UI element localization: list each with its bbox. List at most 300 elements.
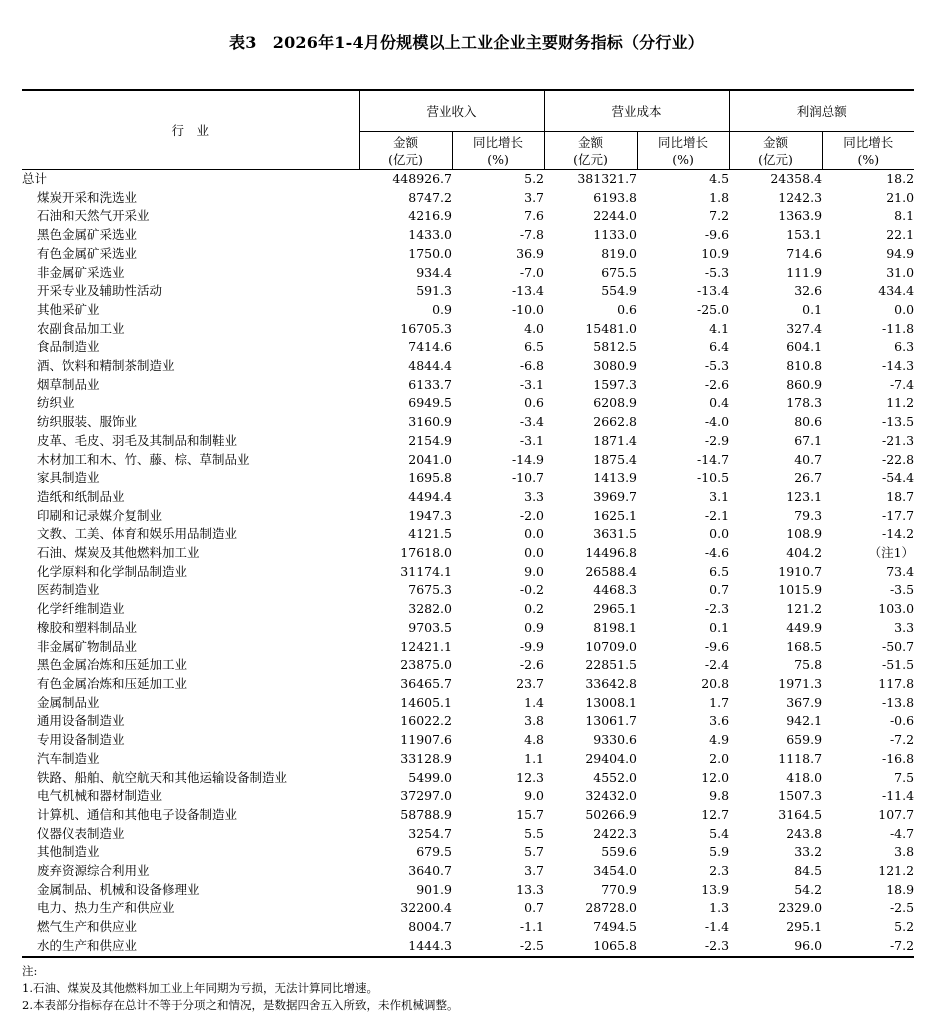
revenue-amount-cell: 14605.1 — [400, 694, 452, 710]
profit-growth-cell: 5.2 — [894, 919, 915, 935]
profit-amount-cell: 1015.9 — [778, 582, 823, 598]
profit-growth-cell: -17.7 — [881, 507, 915, 523]
revenue-amount-cell: 6949.5 — [408, 395, 452, 411]
profit-amount-cell: 80.6 — [794, 414, 823, 430]
cost-amount-cell: 33642.8 — [585, 675, 638, 691]
profit-growth-cell: 103.0 — [878, 601, 915, 617]
profit-amount-cell: 67.1 — [794, 432, 823, 448]
profit-growth-cell: -7.2 — [889, 732, 915, 748]
cost-amount-cell: 14496.8 — [585, 545, 638, 561]
revenue-growth-cell: -10.0 — [511, 301, 545, 317]
profit-growth-cell: 117.8 — [878, 675, 915, 691]
revenue-growth-cell: -2.6 — [519, 657, 545, 673]
cost-amount-cell: 819.0 — [601, 245, 638, 261]
table-row — [22, 862, 914, 881]
industry-name: 石油、煤炭及其他燃料加工业 — [37, 545, 200, 561]
table-row — [22, 245, 914, 264]
industry-name: 铁路、船舶、航空航天和其他运输设备制造业 — [37, 769, 288, 785]
cost-growth-cell: -10.5 — [696, 470, 730, 486]
profit-amount-cell: 26.7 — [794, 470, 823, 486]
industry-name: 化学原料和化学制品制造业 — [37, 563, 188, 579]
revenue-amount-cell: 3640.7 — [408, 863, 452, 879]
revenue-amount-cell: 7414.6 — [408, 339, 452, 355]
cost-growth-cell: -4.0 — [704, 414, 730, 430]
industry-name: 有色金属冶炼和压延加工业 — [37, 675, 188, 691]
table-row — [22, 507, 914, 526]
profit-amount-cell: 84.5 — [794, 863, 823, 879]
table-row — [22, 488, 914, 507]
cost-growth-cell: 6.5 — [709, 563, 730, 579]
industry-name: 纺织服装、服饰业 — [37, 414, 138, 430]
cost-growth-cell: 20.8 — [701, 675, 730, 691]
cost-growth-cell: 6.4 — [709, 339, 730, 355]
revenue-amount-cell: 448926.7 — [392, 171, 452, 186]
cost-header: 营业成本 — [544, 90, 729, 132]
notes-label: 注: — [22, 964, 38, 978]
revenue-growth-cell: -14.9 — [511, 451, 545, 467]
industry-name: 化学纤维制造业 — [37, 601, 125, 617]
industry-name: 纺织业 — [37, 395, 75, 411]
profit-growth-cell: -3.5 — [889, 582, 915, 598]
table-row — [22, 656, 914, 675]
cost-amount-cell: 3969.7 — [593, 488, 638, 504]
profit-amount-cell: 108.9 — [786, 526, 823, 542]
revenue-growth-cell: 0.2 — [524, 601, 545, 617]
industry-header: 行 业 — [22, 90, 359, 170]
cost-growth-cell: 5.9 — [709, 844, 730, 860]
profit-growth-cell: 18.9 — [886, 881, 915, 897]
cost-amount-cell: 3454.0 — [593, 863, 638, 879]
profit-growth-header: 同比增长 (%) — [822, 132, 914, 170]
revenue-amount-cell: 16022.2 — [400, 713, 452, 729]
industry-name: 农副食品加工业 — [37, 320, 125, 336]
revenue-amount-cell: 1947.3 — [408, 507, 452, 523]
cost-amount-cell: 2244.0 — [593, 208, 638, 224]
cost-amount-cell: 4552.0 — [593, 769, 638, 785]
cost-amount-cell: 26588.4 — [585, 563, 638, 579]
profit-amount-cell: 418.0 — [786, 769, 823, 785]
table-row — [22, 413, 914, 432]
table-row — [22, 469, 914, 488]
cost-amount-cell: 2965.1 — [593, 601, 638, 617]
revenue-growth-cell: -3.4 — [519, 414, 545, 430]
profit-growth-cell: 31.0 — [886, 264, 915, 280]
industry-name: 非金属矿采选业 — [37, 264, 125, 280]
cost-growth-cell: -5.3 — [704, 358, 730, 374]
cost-growth-cell: 10.9 — [701, 245, 730, 261]
industry-name: 橡胶和塑料制品业 — [37, 619, 138, 635]
revenue-amount-cell: 2154.9 — [408, 432, 452, 448]
profit-amount-cell: 178.3 — [786, 395, 823, 411]
table-row — [22, 170, 914, 189]
profit-growth-cell: 8.1 — [894, 208, 915, 224]
profit-amount-cell: 942.1 — [786, 713, 823, 729]
revenue-growth-cell: 3.7 — [524, 863, 545, 879]
revenue-growth-cell: 6.5 — [524, 339, 545, 355]
industry-name: 烟草制品业 — [37, 376, 100, 392]
table-row — [22, 226, 914, 245]
profit-amount-cell: 659.9 — [786, 732, 823, 748]
industry-name: 金属制品、机械和设备修理业 — [37, 881, 200, 897]
cost-growth-cell: 2.0 — [709, 750, 730, 766]
profit-amount-cell: 111.9 — [786, 264, 823, 280]
note-2: 2.本表部分指标存在总计不等于分项之和情况，是数据四舍五入所致，未作机械调整。 — [22, 998, 459, 1012]
profit-amount-cell: 1971.3 — [778, 675, 823, 691]
profit-header: 利润总额 — [729, 90, 914, 132]
cost-amount-cell: 1065.8 — [544, 937, 637, 957]
profit-amount-cell: 860.9 — [786, 376, 823, 392]
table-row — [22, 189, 914, 208]
profit-growth-cell: -16.8 — [881, 750, 915, 766]
cost-growth-cell: -2.9 — [704, 432, 730, 448]
cost-growth-cell: 5.4 — [709, 825, 730, 841]
cost-growth-cell: 0.7 — [709, 582, 730, 598]
profit-amount-cell: 604.1 — [786, 339, 823, 355]
profit-amount-cell: 32.6 — [794, 283, 823, 299]
profit-growth-cell: -11.8 — [881, 320, 915, 336]
table-row — [22, 731, 914, 750]
table-row — [22, 881, 914, 900]
revenue-amount-cell: 23875.0 — [400, 657, 452, 673]
profit-growth-cell: -2.5 — [889, 900, 915, 916]
table-row — [22, 806, 914, 825]
profit-growth-cell: -7.4 — [889, 376, 915, 392]
revenue-amount-cell: 8747.2 — [408, 189, 452, 205]
cost-growth-cell: 12.0 — [701, 769, 730, 785]
cost-growth-cell: 7.2 — [709, 208, 730, 224]
cost-growth-cell: -2.3 — [704, 601, 730, 617]
revenue-amount-cell: 9703.5 — [408, 619, 452, 635]
profit-amount-cell: 54.2 — [794, 881, 823, 897]
revenue-growth-cell: -2.5 — [452, 937, 544, 957]
revenue-growth-cell: -2.0 — [519, 507, 545, 523]
revenue-amount-cell: 4844.4 — [408, 358, 452, 374]
industry-name: 煤炭开采和洗选业 — [37, 189, 138, 205]
table-row — [22, 600, 914, 619]
cost-growth-cell: 0.4 — [709, 395, 730, 411]
revenue-amount-cell: 36465.7 — [400, 675, 452, 691]
profit-amount-cell: 295.1 — [786, 919, 823, 935]
industry-name: 皮革、毛皮、羽毛及其制品和制鞋业 — [37, 432, 238, 448]
cost-amount-cell: 5812.5 — [593, 339, 638, 355]
cost-amount-cell: 1413.9 — [593, 470, 638, 486]
table-row — [22, 937, 914, 957]
profit-amount-cell: 810.8 — [786, 358, 823, 374]
cost-growth-cell: -2.6 — [704, 376, 730, 392]
industry-name: 黑色金属矿采选业 — [37, 227, 138, 243]
table-row — [22, 394, 914, 413]
cost-growth-cell: -2.3 — [637, 937, 729, 957]
revenue-amount-cell: 1433.0 — [408, 227, 452, 243]
cost-amount-cell: 22851.5 — [585, 657, 638, 673]
revenue-growth-cell: 4.0 — [524, 320, 545, 336]
industry-name: 石油和天然气开采业 — [37, 208, 150, 224]
profit-amount-cell: 2329.0 — [778, 900, 823, 916]
cost-growth-cell: 4.9 — [709, 732, 730, 748]
profit-growth-cell: -0.6 — [889, 713, 915, 729]
revenue-growth-cell: 7.6 — [524, 208, 545, 224]
profit-amount-cell: 1363.9 — [778, 208, 823, 224]
industry-name: 非金属矿物制品业 — [37, 638, 138, 654]
cost-growth-cell: 1.3 — [709, 900, 730, 916]
table-row — [22, 451, 914, 470]
revenue-amount-cell: 58788.9 — [400, 806, 452, 822]
cost-amount-cell: 13061.7 — [585, 713, 638, 729]
cost-growth-cell: -14.7 — [696, 451, 730, 467]
revenue-growth-cell: 5.5 — [524, 825, 545, 841]
table-row — [22, 525, 914, 544]
profit-amount-cell: 1242.3 — [778, 189, 823, 205]
industry-name: 水的生产和供应业 — [22, 937, 359, 957]
revenue-amount-header: 金额 (亿元) — [359, 132, 452, 170]
table-row — [22, 282, 914, 301]
revenue-amount-cell: 3254.7 — [408, 825, 452, 841]
cost-amount-cell: 2662.8 — [593, 414, 638, 430]
profit-growth-cell: 7.5 — [894, 769, 915, 785]
profit-growth-cell: 107.7 — [878, 806, 915, 822]
cost-amount-cell: 3631.5 — [593, 526, 638, 542]
profit-growth-cell: 0.0 — [894, 301, 915, 317]
cost-growth-cell: 12.7 — [701, 806, 730, 822]
revenue-amount-cell: 1444.3 — [359, 937, 452, 957]
revenue-growth-cell: -6.8 — [519, 358, 545, 374]
cost-growth-cell: -13.4 — [696, 283, 730, 299]
revenue-growth-cell: -0.2 — [519, 582, 545, 598]
cost-amount-cell: 32432.0 — [585, 788, 638, 804]
cost-growth-cell: 0.0 — [709, 526, 730, 542]
revenue-amount-cell: 17618.0 — [400, 545, 452, 561]
profit-growth-cell: -14.2 — [881, 526, 915, 542]
profit-growth-cell: 434.4 — [878, 283, 915, 299]
cost-amount-cell: 1133.0 — [593, 227, 638, 243]
cost-amount-cell: 10709.0 — [585, 638, 638, 654]
cost-growth-cell: -4.6 — [704, 545, 730, 561]
revenue-growth-cell: 9.0 — [524, 788, 545, 804]
profit-amount-cell: 367.9 — [786, 694, 823, 710]
profit-growth-cell: （注1） — [868, 545, 915, 561]
industry-name: 计算机、通信和其他电子设备制造业 — [37, 806, 238, 822]
table-row — [22, 638, 914, 657]
profit-amount-cell: 3164.5 — [778, 806, 823, 822]
industry-name: 木材加工和木、竹、藤、棕、草制品业 — [37, 451, 250, 467]
cost-growth-cell: 3.1 — [709, 488, 730, 504]
revenue-growth-cell: 5.2 — [524, 171, 545, 186]
profit-amount-cell: 40.7 — [794, 451, 823, 467]
industry-name: 燃气生产和供应业 — [37, 919, 138, 935]
cost-amount-cell: 559.6 — [601, 844, 638, 860]
cost-growth-cell: -2.4 — [704, 657, 730, 673]
profit-amount-cell: 449.9 — [786, 619, 823, 635]
industry-name: 食品制造业 — [37, 339, 100, 355]
table-row — [22, 320, 914, 339]
table-row — [22, 843, 914, 862]
industry-name: 有色金属矿采选业 — [37, 245, 138, 261]
industry-name: 开采专业及辅助性活动 — [37, 283, 163, 299]
profit-amount-cell: 1118.7 — [778, 750, 823, 766]
industry-name: 家具制造业 — [37, 470, 100, 486]
cost-amount-cell: 770.9 — [601, 881, 638, 897]
table-row — [22, 825, 914, 844]
profit-amount-cell: 75.8 — [794, 657, 823, 673]
table-row — [22, 544, 914, 563]
revenue-growth-cell: -9.9 — [519, 638, 545, 654]
profit-growth-cell: -14.3 — [881, 358, 915, 374]
profit-growth-cell: 3.3 — [894, 619, 915, 635]
cost-growth-cell: 1.7 — [709, 694, 730, 710]
revenue-amount-cell: 4494.4 — [408, 488, 452, 504]
revenue-header: 营业收入 — [359, 90, 544, 132]
industry-name: 酒、饮料和精制茶制造业 — [37, 358, 175, 374]
revenue-amount-cell: 4121.5 — [408, 526, 452, 542]
cost-amount-cell: 554.9 — [601, 283, 638, 299]
revenue-amount-cell: 31174.1 — [400, 563, 452, 579]
cost-amount-cell: 3080.9 — [593, 358, 638, 374]
revenue-growth-cell: -3.1 — [519, 376, 545, 392]
industry-name: 专用设备制造业 — [37, 732, 125, 748]
profit-amount-cell: 121.2 — [786, 601, 823, 617]
revenue-amount-cell: 591.3 — [416, 283, 452, 299]
cost-growth-header: 同比增长 (%) — [637, 132, 729, 170]
cost-growth-cell: 1.8 — [709, 189, 730, 205]
profit-amount-cell: 123.1 — [786, 488, 823, 504]
cost-amount-cell: 1871.4 — [593, 432, 638, 448]
profit-growth-cell: 18.2 — [886, 171, 915, 186]
table-row — [22, 207, 914, 226]
revenue-growth-cell: 36.9 — [516, 245, 545, 261]
table-row — [22, 338, 914, 357]
table-row — [22, 432, 914, 451]
profit-growth-cell: -11.4 — [881, 788, 915, 804]
cost-amount-cell: 1597.3 — [593, 376, 638, 392]
profit-amount-cell: 79.3 — [794, 507, 823, 523]
profit-growth-cell: -13.8 — [881, 694, 915, 710]
cost-amount-cell: 7494.5 — [593, 919, 638, 935]
revenue-amount-cell: 6133.7 — [408, 376, 452, 392]
industry-name: 总计 — [22, 171, 48, 186]
revenue-growth-cell: 9.0 — [524, 563, 545, 579]
revenue-growth-cell: 0.0 — [524, 526, 545, 542]
industry-name: 印刷和记录媒介复制业 — [37, 507, 163, 523]
revenue-amount-cell: 1750.0 — [408, 245, 452, 261]
industry-name: 医药制造业 — [37, 582, 100, 598]
revenue-growth-cell: -1.1 — [519, 919, 545, 935]
revenue-amount-cell: 7675.3 — [408, 582, 452, 598]
profit-amount-cell: 0.1 — [802, 301, 823, 317]
table-row — [22, 675, 914, 694]
revenue-growth-cell: 5.7 — [524, 844, 545, 860]
revenue-growth-cell: 1.4 — [524, 694, 545, 710]
profit-amount-cell: 96.0 — [729, 937, 822, 957]
cost-amount-cell: 0.6 — [617, 301, 638, 317]
financial-indicators-table — [22, 89, 914, 958]
note-1: 1.石油、煤炭及其他燃料加工业上年同期为亏损，无法计算同比增速。 — [22, 981, 378, 995]
revenue-growth-cell: 4.8 — [524, 732, 545, 748]
revenue-amount-cell: 16705.3 — [400, 320, 452, 336]
cost-growth-cell: -9.6 — [704, 638, 730, 654]
industry-name: 通用设备制造业 — [37, 713, 125, 729]
cost-growth-cell: 0.1 — [709, 619, 730, 635]
revenue-amount-cell: 12421.1 — [400, 638, 452, 654]
profit-growth-cell: -13.5 — [881, 414, 915, 430]
industry-name: 金属制品业 — [37, 694, 100, 710]
cost-amount-cell: 2422.3 — [593, 825, 638, 841]
cost-growth-cell: 4.5 — [709, 171, 730, 186]
profit-growth-cell: -54.4 — [881, 470, 915, 486]
cost-growth-cell: 3.6 — [709, 713, 730, 729]
table-row — [22, 899, 914, 918]
cost-amount-cell: 29404.0 — [585, 750, 638, 766]
cost-growth-cell: -9.6 — [704, 227, 730, 243]
revenue-growth-cell: -7.8 — [519, 227, 545, 243]
table-row — [22, 712, 914, 731]
industry-name: 其他采矿业 — [37, 301, 100, 317]
cost-amount-cell: 8198.1 — [593, 619, 638, 635]
revenue-amount-cell: 2041.0 — [408, 451, 452, 467]
revenue-amount-cell: 3160.9 — [408, 414, 452, 430]
profit-amount-cell: 1507.3 — [778, 788, 823, 804]
cost-growth-cell: 9.8 — [709, 788, 730, 804]
table-row — [22, 357, 914, 376]
industry-name: 废弃资源综合利用业 — [37, 863, 150, 879]
table-row — [22, 694, 914, 713]
cost-amount-cell: 6208.9 — [593, 395, 638, 411]
profit-amount-cell: 33.2 — [794, 844, 823, 860]
revenue-growth-cell: 12.3 — [516, 769, 545, 785]
cost-amount-cell: 1625.1 — [593, 507, 638, 523]
revenue-amount-cell: 32200.4 — [400, 900, 452, 916]
profit-amount-cell: 714.6 — [786, 245, 823, 261]
revenue-growth-cell: 3.7 — [524, 189, 545, 205]
revenue-growth-cell: -7.0 — [519, 264, 545, 280]
revenue-growth-cell: 23.7 — [516, 675, 545, 691]
cost-amount-cell: 9330.6 — [593, 732, 638, 748]
footnotes — [22, 963, 914, 1014]
revenue-growth-cell: 15.7 — [516, 806, 545, 822]
revenue-amount-cell: 11907.6 — [400, 732, 452, 748]
cost-amount-cell: 6193.8 — [593, 189, 638, 205]
table-row — [22, 301, 914, 320]
industry-name: 其他制造业 — [37, 844, 100, 860]
revenue-growth-cell: -3.1 — [519, 432, 545, 448]
industry-name: 仪器仪表制造业 — [37, 825, 125, 841]
profit-growth-cell: 3.8 — [894, 844, 915, 860]
cost-growth-cell: 13.9 — [701, 881, 730, 897]
revenue-amount-cell: 934.4 — [416, 264, 452, 280]
profit-growth-cell: -50.7 — [881, 638, 915, 654]
cost-growth-cell: -25.0 — [696, 301, 730, 317]
profit-growth-cell: 18.7 — [886, 488, 915, 504]
revenue-growth-cell: 0.7 — [524, 900, 545, 916]
industry-name: 文教、工美、体育和娱乐用品制造业 — [37, 526, 238, 542]
table-row — [22, 264, 914, 283]
industry-name: 黑色金属冶炼和压延加工业 — [37, 657, 188, 673]
profit-amount-cell: 153.1 — [786, 227, 823, 243]
revenue-growth-cell: 3.3 — [524, 488, 545, 504]
profit-growth-cell: -7.2 — [822, 937, 914, 957]
table-row — [22, 619, 914, 638]
table-row — [22, 750, 914, 769]
table-row — [22, 787, 914, 806]
profit-amount-cell: 24358.4 — [770, 171, 823, 186]
profit-growth-cell: -4.7 — [889, 825, 915, 841]
revenue-growth-cell: 0.0 — [524, 545, 545, 561]
table-row — [22, 563, 914, 582]
revenue-amount-cell: 4216.9 — [408, 208, 452, 224]
cost-growth-cell: -1.4 — [704, 919, 730, 935]
profit-growth-cell: 94.9 — [886, 245, 915, 261]
industry-name: 汽车制造业 — [37, 750, 100, 766]
page-title: 表3 2026年1-4月份规模以上工业企业主要财务指标（分行业） — [229, 33, 704, 52]
